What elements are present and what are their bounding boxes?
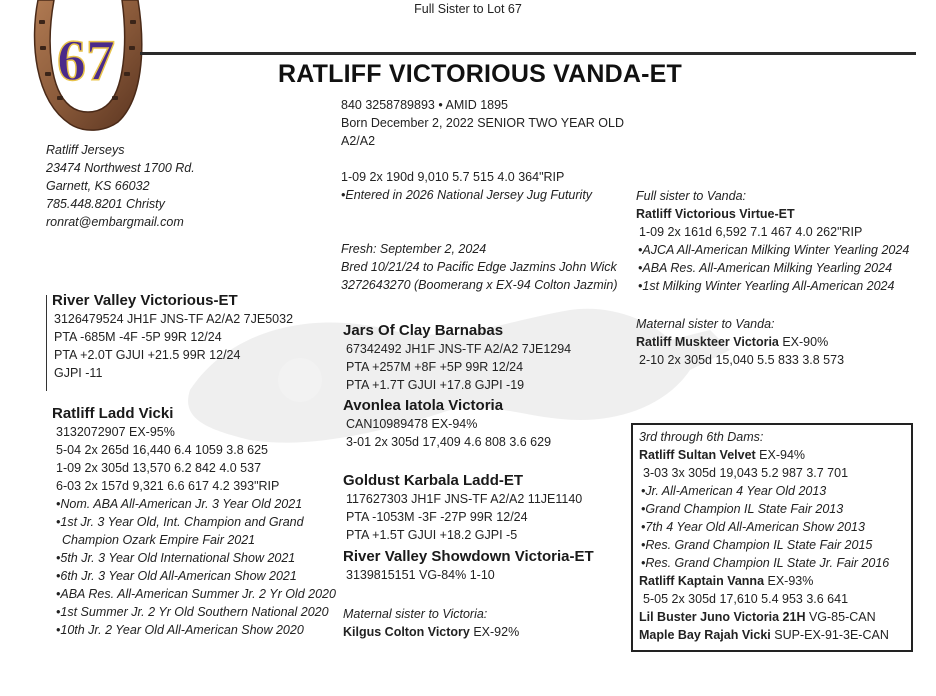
sire-line: 3126479524 JH1F JNS-TF A2/A2 7JE5032 — [54, 312, 294, 326]
pedigree-bracket — [46, 295, 47, 391]
header-rule — [140, 52, 916, 55]
consignor-line: 785.448.8201 Christy — [46, 197, 165, 211]
dam-sire-block — [343, 471, 582, 544]
dam4-score: EX-93% — [764, 574, 814, 588]
consignor-block — [46, 141, 195, 231]
dams-box-content — [639, 428, 889, 644]
sire-name: River Valley Victorious-ET — [52, 292, 238, 309]
animal-born: Born December 2, 2022 SENIOR TWO YEAR OLD — [341, 116, 624, 130]
dam5-name: Lil Buster Juno Victoria 21H — [639, 610, 806, 624]
dam-honor: •Nom. ABA All-American Jr. 3 Year Old 2021 — [56, 497, 303, 511]
full-sister-record: 1-09 2x 161d 6,592 7.1 467 4.0 262"RIP — [639, 225, 863, 239]
dam-honor: •ABA Res. All-American Summer Jr. 2 Yr Old 2020 — [56, 587, 336, 601]
sire-sire-line: PTA +1.7T GJUI +17.8 GJPI -19 — [346, 378, 525, 392]
maternal-victoria-name: Kilgus Colton Victory — [343, 625, 470, 639]
maternal-vanda-block — [636, 315, 844, 369]
sire-dam-block — [343, 396, 551, 451]
maternal-vanda-label: Maternal sister to Vanda: — [636, 317, 775, 331]
animal-details — [341, 96, 624, 294]
sire-block — [52, 291, 293, 382]
dam-honor: •1st Summer Jr. 2 Yr Old Southern National 2020 — [56, 605, 329, 619]
full-sister-label: Full sister to Vanda: — [636, 189, 747, 203]
dam-sire-line: 117627303 JH1F JNS-TF A2/A2 11JE1140 — [346, 492, 583, 506]
dams-box-label: 3rd through 6th Dams: — [639, 430, 764, 444]
maternal-victoria-block — [343, 605, 519, 641]
dam3-honor: •Res. Grand Champion IL State Jr. Fair 2016 — [641, 556, 890, 570]
dam3-honor: •Grand Champion IL State Fair 2013 — [641, 502, 844, 516]
dam-dam-line: 3139815151 VG-84% 1-10 — [346, 568, 495, 582]
lot-number: 67 — [57, 28, 115, 93]
dam-block — [52, 404, 336, 639]
header-note: Full Sister to Lot 67 — [414, 2, 522, 16]
sire-sire-name: Jars Of Clay Barnabas — [343, 322, 504, 339]
dam6-name: Maple Bay Rajah Vicki — [639, 628, 771, 642]
animal-entry: •Entered in 2026 National Jersey Jug Futurity — [341, 188, 593, 202]
sire-dam-line: CAN10989478 EX-94% — [346, 417, 478, 431]
animal-genotype: A2/A2 — [341, 134, 376, 148]
maternal-vanda-name: Ratliff Muskteer Victoria — [636, 335, 779, 349]
dam-sire-name: Goldust Karbala Ladd-ET — [343, 472, 524, 489]
dam-honor: •1st Jr. 3 Year Old, Int. Champion and Grand — [56, 515, 304, 529]
dam6-score: SUP-EX-91-3E-CAN — [770, 628, 889, 642]
full-sister-honor: •ABA Res. All-American Milking Yearling 2024 — [638, 261, 893, 275]
dam-honor: Champion Ozark Empire Fair 2021 — [62, 533, 256, 547]
full-sister-name: Ratliff Victorious Virtue-ET — [636, 207, 795, 221]
dam3-honor: •Res. Grand Champion IL State Fair 2015 — [641, 538, 873, 552]
sire-sire-line: 67342492 JH1F JNS-TF A2/A2 7JE1294 — [346, 342, 572, 356]
dam-line: 3132072907 EX-95% — [56, 425, 175, 439]
dam-dam-block — [343, 547, 594, 584]
sire-dam-line: 3-01 2x 305d 17,409 4.6 808 3.6 629 — [346, 435, 552, 449]
full-sister-honor: •AJCA All-American Milking Winter Yearling 2024 — [638, 243, 910, 257]
animal-record: 1-09 2x 190d 9,010 5.7 515 4.0 364"RIP — [341, 170, 565, 184]
consignor-line: Ratliff Jerseys — [46, 143, 125, 157]
animal-bred: Bred 10/21/24 to Pacific Edge Jazmins John Wick — [341, 260, 617, 274]
consignor-line: Garnett, KS 66032 — [46, 179, 150, 193]
horseshoe-logo — [30, 0, 146, 134]
animal-ids: 840 3258789893 • AMID 1895 — [341, 98, 509, 112]
consignor-email: ronrat@embargmail.com — [46, 215, 184, 229]
animal-bred-id: 3272643270 (Boomerang x EX-94 Colton Jazmin) — [341, 278, 618, 292]
maternal-victoria-score: EX-92% — [469, 625, 520, 639]
dam-line: 1-09 2x 305d 13,570 6.2 842 4.0 537 — [56, 461, 262, 475]
full-sister-honor: •1st Milking Winter Yearling All-American 2024 — [638, 279, 895, 293]
sire-line: PTA +2.0T GJUI +21.5 99R 12/24 — [54, 348, 241, 362]
sire-sire-line: PTA +257M +8F +5P 99R 12/24 — [346, 360, 524, 374]
dam4-name: Ratliff Kaptain Vanna — [639, 574, 765, 588]
dam3-honor: •Jr. All-American 4 Year Old 2013 — [641, 484, 827, 498]
full-sister-block — [636, 187, 909, 295]
animal-fresh: Fresh: September 2, 2024 — [341, 242, 487, 256]
sire-sire-block — [343, 321, 571, 394]
dam5-score: VG-85-CAN — [805, 610, 876, 624]
sire-line: PTA -685M -4F -5P 99R 12/24 — [54, 330, 222, 344]
dam3-honor: •7th 4 Year Old All-American Show 2013 — [641, 520, 865, 534]
dam-line: 5-04 2x 265d 16,440 6.4 1059 3.8 625 — [56, 443, 268, 457]
dam4-record: 5-05 2x 305d 17,610 5.4 953 3.6 641 — [643, 592, 849, 606]
dam-dam-name: River Valley Showdown Victoria-ET — [343, 548, 594, 565]
maternal-vanda-record: 2-10 2x 305d 15,040 5.5 833 3.8 573 — [639, 353, 845, 367]
dam-honor: •5th Jr. 3 Year Old International Show 2021 — [56, 551, 296, 565]
consignor-line: 23474 Northwest 1700 Rd. — [46, 161, 195, 175]
maternal-vanda-score: EX-90% — [778, 335, 829, 349]
maternal-victoria-label: Maternal sister to Victoria: — [343, 607, 488, 621]
dam-honor: •10th Jr. 2 Year Old All-American Show 2020 — [56, 623, 304, 637]
dam3-score: EX-94% — [755, 448, 806, 462]
sire-line: GJPI -11 — [54, 366, 103, 380]
dam-name: Ratliff Ladd Vicki — [52, 405, 174, 422]
dam-honor: •6th Jr. 3 Year Old All-American Show 2021 — [56, 569, 297, 583]
dam-sire-line: PTA -1053M -3F -27P 99R 12/24 — [346, 510, 528, 524]
dam-line: 6-03 2x 157d 9,321 6.6 617 4.2 393"RIP — [56, 479, 280, 493]
dam3-record: 3-03 3x 305d 19,043 5.2 987 3.7 701 — [643, 466, 849, 480]
dam3-name: Ratliff Sultan Velvet — [639, 448, 756, 462]
sire-dam-name: Avonlea Iatola Victoria — [343, 397, 504, 414]
dam-sire-line: PTA +1.5T GJUI +18.2 GJPI -5 — [346, 528, 518, 542]
page-title: RATLIFF VICTORIOUS VANDA-ET — [278, 60, 682, 88]
